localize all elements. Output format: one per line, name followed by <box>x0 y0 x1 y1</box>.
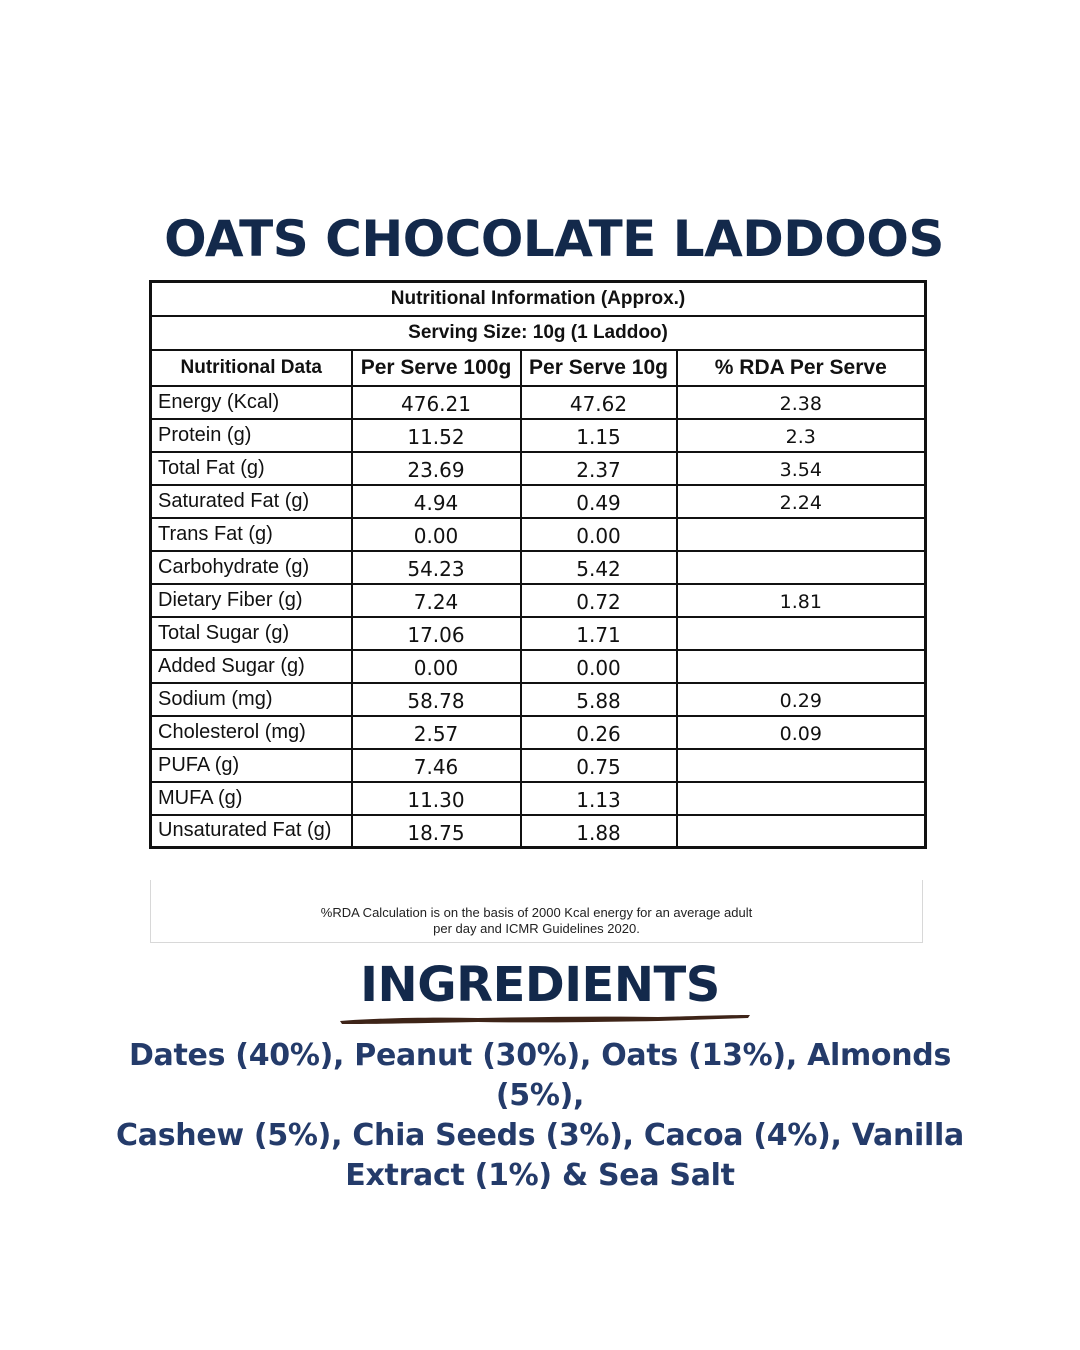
rda-value: 3.54 <box>677 452 926 485</box>
footnote-line-1: %RDA Calculation is on the basis of 2000 Kcal energy for an average adult <box>320 905 753 920</box>
table-row <box>151 716 926 749</box>
column-header-per-10g: Per Serve 10g <box>521 350 677 386</box>
per-100g-value: 476.21 <box>352 386 521 419</box>
table-row <box>151 815 926 848</box>
table-header-row <box>151 350 926 386</box>
table-row <box>151 551 926 584</box>
nutrient-label: PUFA (g) <box>151 749 352 782</box>
table-row <box>151 485 926 518</box>
per-100g-value: 23.69 <box>352 452 521 485</box>
table-row <box>151 419 926 452</box>
table-row <box>151 683 926 716</box>
nutrition-table <box>149 280 927 849</box>
nutrient-label: Cholesterol (mg) <box>151 716 352 749</box>
nutrient-label: Saturated Fat (g) <box>151 485 352 518</box>
table-row <box>151 518 926 551</box>
column-header-nutritional-data: Nutritional Data <box>151 350 352 386</box>
per-100g-value: 18.75 <box>352 815 521 848</box>
brush-stroke-underline <box>338 1012 752 1026</box>
product-title: OATS CHOCOLATE LADDOOS <box>164 210 944 268</box>
table-row <box>151 749 926 782</box>
rda-value: 2.38 <box>677 386 926 419</box>
nutrient-label: Carbohydrate (g) <box>151 551 352 584</box>
table-row <box>151 452 926 485</box>
per-100g-value: 4.94 <box>352 485 521 518</box>
per-100g-value: 17.06 <box>352 617 521 650</box>
ingredients-line-2: Cashew (5%), Chia Seeds (3%), Cacoa (4%), Vanilla <box>116 1118 964 1153</box>
rda-value <box>677 551 926 584</box>
rda-footnote <box>150 880 923 943</box>
per-10g-value: 1.88 <box>521 815 677 848</box>
per-100g-value: 0.00 <box>352 650 521 683</box>
nutrient-label: Energy (Kcal) <box>151 386 352 419</box>
rda-value <box>677 518 926 551</box>
nutrient-label: Dietary Fiber (g) <box>151 584 352 617</box>
table-row <box>151 584 926 617</box>
per-100g-value: 11.52 <box>352 419 521 452</box>
serving-size: Serving Size: 10g (1 Laddoo) <box>151 316 926 350</box>
nutrient-label: Sodium (mg) <box>151 683 352 716</box>
per-10g-value: 1.13 <box>521 782 677 815</box>
rda-value <box>677 650 926 683</box>
per-100g-value: 54.23 <box>352 551 521 584</box>
rda-value: 0.29 <box>677 683 926 716</box>
nutrient-label: Protein (g) <box>151 419 352 452</box>
table-row <box>151 617 926 650</box>
nutrient-label: Total Sugar (g) <box>151 617 352 650</box>
ingredients-list <box>80 1036 1000 1196</box>
per-100g-value: 7.46 <box>352 749 521 782</box>
per-10g-value: 2.37 <box>521 452 677 485</box>
per-100g-value: 2.57 <box>352 716 521 749</box>
nutrient-label: Trans Fat (g) <box>151 518 352 551</box>
per-100g-value: 7.24 <box>352 584 521 617</box>
per-10g-value: 0.00 <box>521 650 677 683</box>
rda-value: 0.09 <box>677 716 926 749</box>
column-header-per-100g: Per Serve 100g <box>352 350 521 386</box>
rda-value <box>677 617 926 650</box>
table-row <box>151 650 926 683</box>
nutrient-label: Unsaturated Fat (g) <box>151 815 352 848</box>
per-100g-value: 58.78 <box>352 683 521 716</box>
per-10g-value: 0.26 <box>521 716 677 749</box>
per-100g-value: 11.30 <box>352 782 521 815</box>
rda-value <box>677 782 926 815</box>
ingredients-line-1: Dates (40%), Peanut (30%), Oats (13%), Almonds (5%), <box>128 1038 952 1113</box>
rda-value <box>677 815 926 848</box>
per-10g-value: 1.71 <box>521 617 677 650</box>
per-10g-value: 47.62 <box>521 386 677 419</box>
rda-value <box>677 749 926 782</box>
per-10g-value: 0.00 <box>521 518 677 551</box>
per-10g-value: 0.72 <box>521 584 677 617</box>
rda-value: 2.3 <box>677 419 926 452</box>
per-10g-value: 1.15 <box>521 419 677 452</box>
ingredients-line-3: Extract (1%) & Sea Salt <box>345 1158 735 1193</box>
rda-value: 2.24 <box>677 485 926 518</box>
table-caption: Nutritional Information (Approx.) <box>151 282 926 316</box>
table-row <box>151 782 926 815</box>
per-100g-value: 0.00 <box>352 518 521 551</box>
nutrient-label: MUFA (g) <box>151 782 352 815</box>
rda-value: 1.81 <box>677 584 926 617</box>
per-10g-value: 5.88 <box>521 683 677 716</box>
nutrient-label: Added Sugar (g) <box>151 650 352 683</box>
column-header-rda: % RDA Per Serve <box>677 350 926 386</box>
ingredients-heading: INGREDIENTS <box>360 957 720 1013</box>
table-row <box>151 386 926 419</box>
nutrient-label: Total Fat (g) <box>151 452 352 485</box>
per-10g-value: 0.49 <box>521 485 677 518</box>
footnote-line-2: per day and ICMR Guidelines 2020. <box>433 921 640 936</box>
per-10g-value: 0.75 <box>521 749 677 782</box>
per-10g-value: 5.42 <box>521 551 677 584</box>
